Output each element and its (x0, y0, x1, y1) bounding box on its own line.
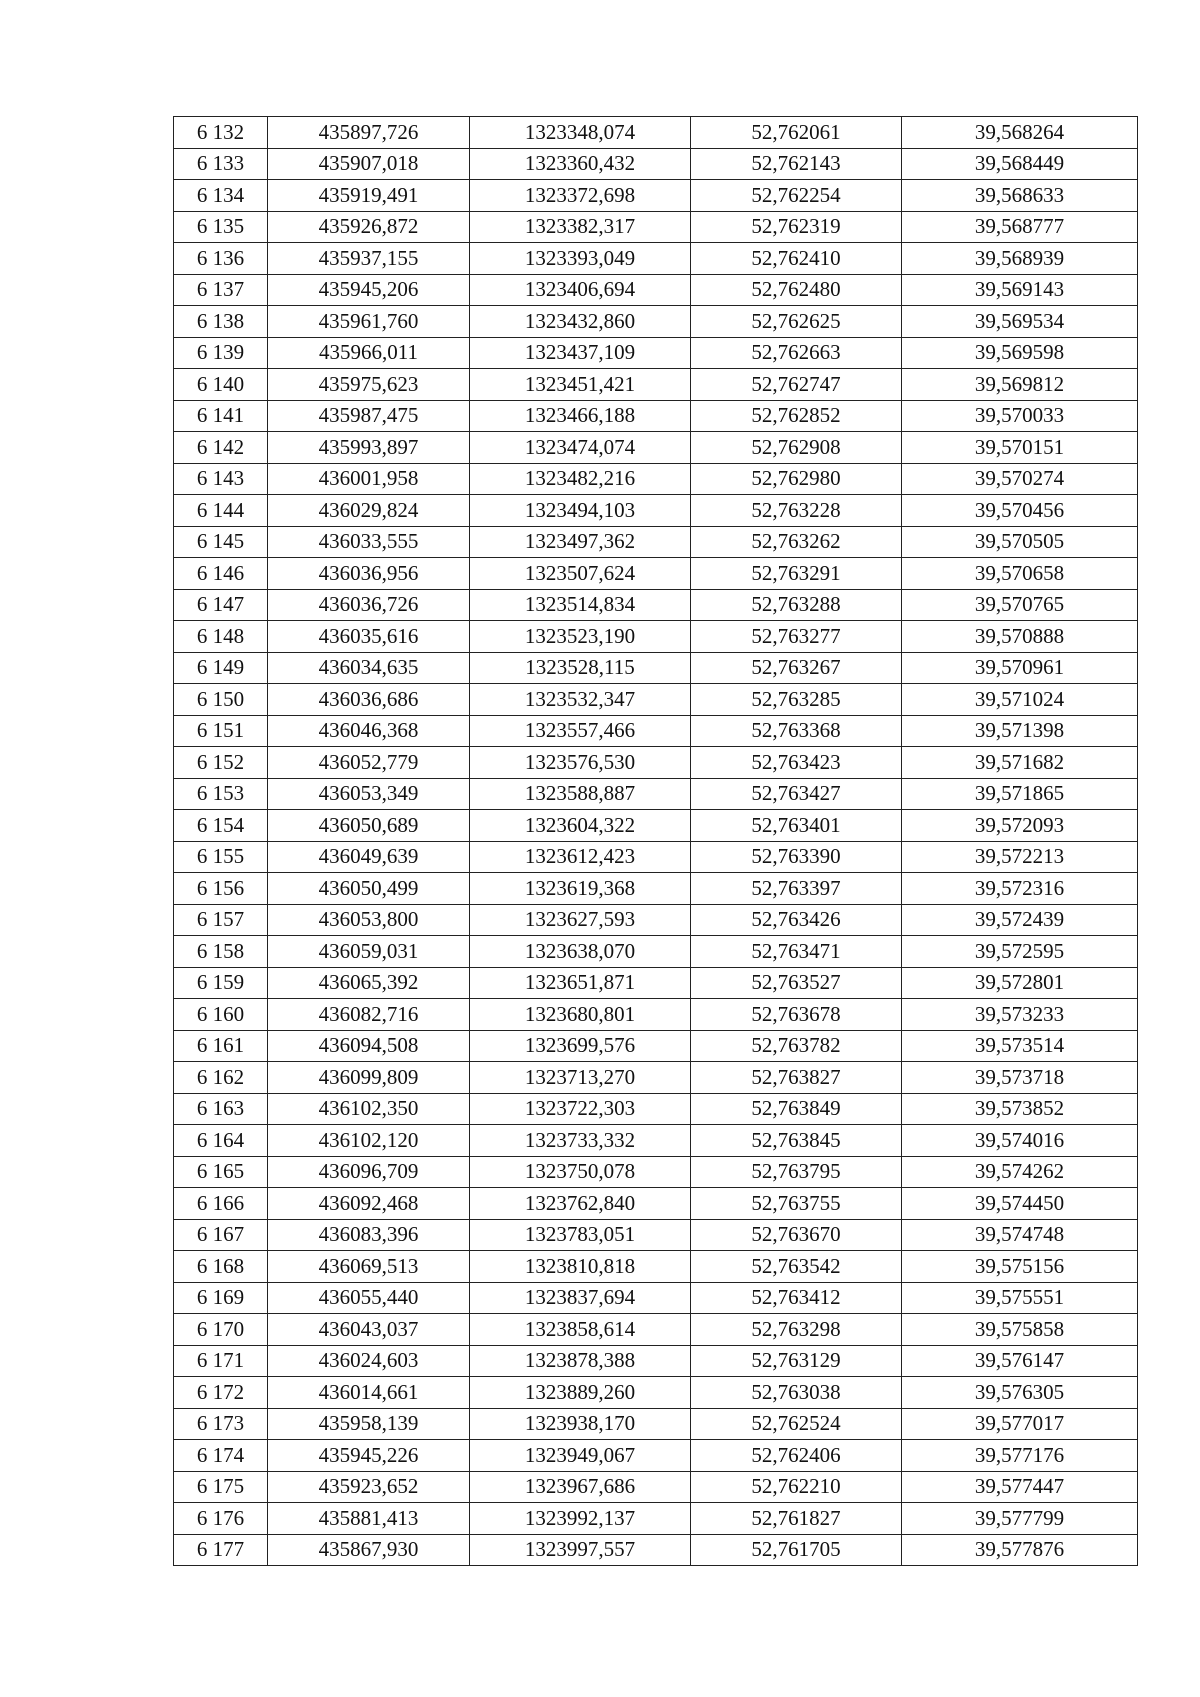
table-row (174, 1188, 1138, 1220)
x-coordinate-cell: 435923,652 (268, 1471, 470, 1503)
y-coordinate-cell: 1323557,466 (470, 715, 691, 747)
latitude-cell: 52,761705 (691, 1534, 902, 1566)
latitude-cell: 52,763277 (691, 621, 902, 653)
y-coordinate-cell: 1323432,860 (470, 306, 691, 338)
table-row (174, 1377, 1138, 1409)
point-number-cell: 6 168 (174, 1251, 268, 1283)
y-coordinate-cell: 1323967,686 (470, 1471, 691, 1503)
table-row (174, 873, 1138, 905)
table-row (174, 148, 1138, 180)
latitude-cell: 52,763397 (691, 873, 902, 905)
latitude-cell: 52,762747 (691, 369, 902, 401)
table-row (174, 1219, 1138, 1251)
point-number-cell: 6 163 (174, 1093, 268, 1125)
longitude-cell: 39,577176 (902, 1440, 1138, 1472)
y-coordinate-cell: 1323783,051 (470, 1219, 691, 1251)
y-coordinate-cell: 1323722,303 (470, 1093, 691, 1125)
longitude-cell: 39,569534 (902, 306, 1138, 338)
table-row (174, 1314, 1138, 1346)
longitude-cell: 39,569143 (902, 274, 1138, 306)
x-coordinate-cell: 436035,616 (268, 621, 470, 653)
point-number-cell: 6 143 (174, 463, 268, 495)
y-coordinate-cell: 1323858,614 (470, 1314, 691, 1346)
y-coordinate-cell: 1323348,074 (470, 117, 691, 149)
longitude-cell: 39,568449 (902, 148, 1138, 180)
table-row (174, 432, 1138, 464)
point-number-cell: 6 155 (174, 841, 268, 873)
y-coordinate-cell: 1323588,887 (470, 778, 691, 810)
x-coordinate-cell: 436065,392 (268, 967, 470, 999)
y-coordinate-cell: 1323514,834 (470, 589, 691, 621)
point-number-cell: 6 175 (174, 1471, 268, 1503)
x-coordinate-cell: 436099,809 (268, 1062, 470, 1094)
x-coordinate-cell: 436102,120 (268, 1125, 470, 1157)
latitude-cell: 52,763368 (691, 715, 902, 747)
y-coordinate-cell: 1323494,103 (470, 495, 691, 527)
point-number-cell: 6 166 (174, 1188, 268, 1220)
longitude-cell: 39,571865 (902, 778, 1138, 810)
longitude-cell: 39,574450 (902, 1188, 1138, 1220)
table-row (174, 1345, 1138, 1377)
table-row (174, 621, 1138, 653)
latitude-cell: 52,763412 (691, 1282, 902, 1314)
point-number-cell: 6 164 (174, 1125, 268, 1157)
longitude-cell: 39,568939 (902, 243, 1138, 275)
latitude-cell: 52,762061 (691, 117, 902, 149)
table-row (174, 369, 1138, 401)
longitude-cell: 39,572316 (902, 873, 1138, 905)
x-coordinate-cell: 436096,709 (268, 1156, 470, 1188)
x-coordinate-cell: 436036,956 (268, 558, 470, 590)
latitude-cell: 52,762210 (691, 1471, 902, 1503)
table-row (174, 1534, 1138, 1566)
y-coordinate-cell: 1323680,801 (470, 999, 691, 1031)
y-coordinate-cell: 1323878,388 (470, 1345, 691, 1377)
latitude-cell: 52,763298 (691, 1314, 902, 1346)
longitude-cell: 39,571398 (902, 715, 1138, 747)
point-number-cell: 6 134 (174, 180, 268, 212)
y-coordinate-cell: 1323992,137 (470, 1503, 691, 1535)
latitude-cell: 52,762852 (691, 400, 902, 432)
point-number-cell: 6 138 (174, 306, 268, 338)
x-coordinate-cell: 435975,623 (268, 369, 470, 401)
latitude-cell: 52,762254 (691, 180, 902, 212)
y-coordinate-cell: 1323627,593 (470, 904, 691, 936)
point-number-cell: 6 141 (174, 400, 268, 432)
longitude-cell: 39,575551 (902, 1282, 1138, 1314)
point-number-cell: 6 150 (174, 684, 268, 716)
point-number-cell: 6 171 (174, 1345, 268, 1377)
longitude-cell: 39,574016 (902, 1125, 1138, 1157)
table-row (174, 967, 1138, 999)
x-coordinate-cell: 436046,368 (268, 715, 470, 747)
x-coordinate-cell: 436052,779 (268, 747, 470, 779)
longitude-cell: 39,577447 (902, 1471, 1138, 1503)
latitude-cell: 52,762406 (691, 1440, 902, 1472)
latitude-cell: 52,763427 (691, 778, 902, 810)
longitude-cell: 39,577017 (902, 1408, 1138, 1440)
table-row (174, 243, 1138, 275)
table-row (174, 180, 1138, 212)
longitude-cell: 39,570505 (902, 526, 1138, 558)
x-coordinate-cell: 436092,468 (268, 1188, 470, 1220)
x-coordinate-cell: 436102,350 (268, 1093, 470, 1125)
latitude-cell: 52,763390 (691, 841, 902, 873)
latitude-cell: 52,763288 (691, 589, 902, 621)
point-number-cell: 6 142 (174, 432, 268, 464)
table-row (174, 810, 1138, 842)
table-row (174, 652, 1138, 684)
y-coordinate-cell: 1323523,190 (470, 621, 691, 653)
longitude-cell: 39,572213 (902, 841, 1138, 873)
longitude-cell: 39,570456 (902, 495, 1138, 527)
table-row (174, 211, 1138, 243)
x-coordinate-cell: 435937,155 (268, 243, 470, 275)
longitude-cell: 39,571024 (902, 684, 1138, 716)
point-number-cell: 6 169 (174, 1282, 268, 1314)
point-number-cell: 6 165 (174, 1156, 268, 1188)
latitude-cell: 52,763845 (691, 1125, 902, 1157)
table-row (174, 1408, 1138, 1440)
table-row (174, 526, 1138, 558)
table-row (174, 337, 1138, 369)
longitude-cell: 39,570658 (902, 558, 1138, 590)
latitude-cell: 52,763542 (691, 1251, 902, 1283)
x-coordinate-cell: 435958,139 (268, 1408, 470, 1440)
point-number-cell: 6 160 (174, 999, 268, 1031)
table-row (174, 306, 1138, 338)
y-coordinate-cell: 1323507,624 (470, 558, 691, 590)
table-row (174, 589, 1138, 621)
y-coordinate-cell: 1323406,694 (470, 274, 691, 306)
x-coordinate-cell: 436036,686 (268, 684, 470, 716)
latitude-cell: 52,762663 (691, 337, 902, 369)
y-coordinate-cell: 1323997,557 (470, 1534, 691, 1566)
table-row (174, 715, 1138, 747)
latitude-cell: 52,762480 (691, 274, 902, 306)
point-number-cell: 6 151 (174, 715, 268, 747)
point-number-cell: 6 177 (174, 1534, 268, 1566)
x-coordinate-cell: 435945,226 (268, 1440, 470, 1472)
x-coordinate-cell: 435919,491 (268, 180, 470, 212)
latitude-cell: 52,763267 (691, 652, 902, 684)
point-number-cell: 6 144 (174, 495, 268, 527)
point-number-cell: 6 153 (174, 778, 268, 810)
y-coordinate-cell: 1323466,188 (470, 400, 691, 432)
point-number-cell: 6 154 (174, 810, 268, 842)
table-row (174, 936, 1138, 968)
x-coordinate-cell: 436050,689 (268, 810, 470, 842)
y-coordinate-cell: 1323733,332 (470, 1125, 691, 1157)
coordinates-table-body (174, 117, 1138, 1566)
table-row (174, 1471, 1138, 1503)
latitude-cell: 52,763401 (691, 810, 902, 842)
latitude-cell: 52,763670 (691, 1219, 902, 1251)
y-coordinate-cell: 1323372,698 (470, 180, 691, 212)
y-coordinate-cell: 1323532,347 (470, 684, 691, 716)
y-coordinate-cell: 1323437,109 (470, 337, 691, 369)
latitude-cell: 52,763228 (691, 495, 902, 527)
y-coordinate-cell: 1323528,115 (470, 652, 691, 684)
y-coordinate-cell: 1323938,170 (470, 1408, 691, 1440)
latitude-cell: 52,762524 (691, 1408, 902, 1440)
x-coordinate-cell: 435987,475 (268, 400, 470, 432)
point-number-cell: 6 132 (174, 117, 268, 149)
longitude-cell: 39,572439 (902, 904, 1138, 936)
longitude-cell: 39,570765 (902, 589, 1138, 621)
table-row (174, 778, 1138, 810)
longitude-cell: 39,572801 (902, 967, 1138, 999)
x-coordinate-cell: 436014,661 (268, 1377, 470, 1409)
x-coordinate-cell: 435881,413 (268, 1503, 470, 1535)
table-row (174, 1440, 1138, 1472)
table-row (174, 400, 1138, 432)
y-coordinate-cell: 1323382,317 (470, 211, 691, 243)
latitude-cell: 52,762980 (691, 463, 902, 495)
latitude-cell: 52,762319 (691, 211, 902, 243)
coordinates-table (173, 116, 1138, 1566)
y-coordinate-cell: 1323619,368 (470, 873, 691, 905)
x-coordinate-cell: 436053,800 (268, 904, 470, 936)
latitude-cell: 52,763038 (691, 1377, 902, 1409)
point-number-cell: 6 167 (174, 1219, 268, 1251)
latitude-cell: 52,763795 (691, 1156, 902, 1188)
longitude-cell: 39,573718 (902, 1062, 1138, 1094)
table-row (174, 841, 1138, 873)
latitude-cell: 52,763262 (691, 526, 902, 558)
table-row (174, 684, 1138, 716)
longitude-cell: 39,568777 (902, 211, 1138, 243)
longitude-cell: 39,575858 (902, 1314, 1138, 1346)
point-number-cell: 6 148 (174, 621, 268, 653)
longitude-cell: 39,570888 (902, 621, 1138, 653)
table-row (174, 1030, 1138, 1062)
point-number-cell: 6 135 (174, 211, 268, 243)
x-coordinate-cell: 435961,760 (268, 306, 470, 338)
y-coordinate-cell: 1323713,270 (470, 1062, 691, 1094)
x-coordinate-cell: 435926,872 (268, 211, 470, 243)
y-coordinate-cell: 1323497,362 (470, 526, 691, 558)
point-number-cell: 6 146 (174, 558, 268, 590)
longitude-cell: 39,568264 (902, 117, 1138, 149)
point-number-cell: 6 172 (174, 1377, 268, 1409)
longitude-cell: 39,573852 (902, 1093, 1138, 1125)
y-coordinate-cell: 1323482,216 (470, 463, 691, 495)
y-coordinate-cell: 1323651,871 (470, 967, 691, 999)
latitude-cell: 52,763678 (691, 999, 902, 1031)
x-coordinate-cell: 436024,603 (268, 1345, 470, 1377)
longitude-cell: 39,569598 (902, 337, 1138, 369)
x-coordinate-cell: 436043,037 (268, 1314, 470, 1346)
longitude-cell: 39,576305 (902, 1377, 1138, 1409)
longitude-cell: 39,570274 (902, 463, 1138, 495)
x-coordinate-cell: 436036,726 (268, 589, 470, 621)
latitude-cell: 52,763849 (691, 1093, 902, 1125)
x-coordinate-cell: 436050,499 (268, 873, 470, 905)
table-row (174, 1251, 1138, 1283)
point-number-cell: 6 170 (174, 1314, 268, 1346)
point-number-cell: 6 145 (174, 526, 268, 558)
x-coordinate-cell: 436001,958 (268, 463, 470, 495)
latitude-cell: 52,762143 (691, 148, 902, 180)
longitude-cell: 39,570033 (902, 400, 1138, 432)
y-coordinate-cell: 1323837,694 (470, 1282, 691, 1314)
x-coordinate-cell: 435993,897 (268, 432, 470, 464)
longitude-cell: 39,568633 (902, 180, 1138, 212)
point-number-cell: 6 133 (174, 148, 268, 180)
longitude-cell: 39,569812 (902, 369, 1138, 401)
table-row (174, 117, 1138, 149)
y-coordinate-cell: 1323949,067 (470, 1440, 691, 1472)
table-row (174, 274, 1138, 306)
longitude-cell: 39,572093 (902, 810, 1138, 842)
latitude-cell: 52,763782 (691, 1030, 902, 1062)
longitude-cell: 39,575156 (902, 1251, 1138, 1283)
x-coordinate-cell: 435966,011 (268, 337, 470, 369)
x-coordinate-cell: 436049,639 (268, 841, 470, 873)
latitude-cell: 52,761827 (691, 1503, 902, 1535)
x-coordinate-cell: 436055,440 (268, 1282, 470, 1314)
y-coordinate-cell: 1323699,576 (470, 1030, 691, 1062)
longitude-cell: 39,574748 (902, 1219, 1138, 1251)
y-coordinate-cell: 1323576,530 (470, 747, 691, 779)
point-number-cell: 6 162 (174, 1062, 268, 1094)
point-number-cell: 6 136 (174, 243, 268, 275)
y-coordinate-cell: 1323810,818 (470, 1251, 691, 1283)
y-coordinate-cell: 1323889,260 (470, 1377, 691, 1409)
latitude-cell: 52,763426 (691, 904, 902, 936)
table-row (174, 999, 1138, 1031)
latitude-cell: 52,763285 (691, 684, 902, 716)
x-coordinate-cell: 436069,513 (268, 1251, 470, 1283)
y-coordinate-cell: 1323474,074 (470, 432, 691, 464)
x-coordinate-cell: 435945,206 (268, 274, 470, 306)
table-row (174, 558, 1138, 590)
table-row (174, 1093, 1138, 1125)
x-coordinate-cell: 436094,508 (268, 1030, 470, 1062)
x-coordinate-cell: 435897,726 (268, 117, 470, 149)
x-coordinate-cell: 436083,396 (268, 1219, 470, 1251)
point-number-cell: 6 176 (174, 1503, 268, 1535)
longitude-cell: 39,577876 (902, 1534, 1138, 1566)
point-number-cell: 6 159 (174, 967, 268, 999)
longitude-cell: 39,577799 (902, 1503, 1138, 1535)
y-coordinate-cell: 1323360,432 (470, 148, 691, 180)
point-number-cell: 6 156 (174, 873, 268, 905)
point-number-cell: 6 137 (174, 274, 268, 306)
point-number-cell: 6 174 (174, 1440, 268, 1472)
x-coordinate-cell: 435907,018 (268, 148, 470, 180)
table-row (174, 1062, 1138, 1094)
x-coordinate-cell: 436059,031 (268, 936, 470, 968)
point-number-cell: 6 157 (174, 904, 268, 936)
longitude-cell: 39,572595 (902, 936, 1138, 968)
x-coordinate-cell: 436029,824 (268, 495, 470, 527)
latitude-cell: 52,763129 (691, 1345, 902, 1377)
y-coordinate-cell: 1323762,840 (470, 1188, 691, 1220)
longitude-cell: 39,574262 (902, 1156, 1138, 1188)
table-row (174, 747, 1138, 779)
table-row (174, 904, 1138, 936)
x-coordinate-cell: 435867,930 (268, 1534, 470, 1566)
point-number-cell: 6 152 (174, 747, 268, 779)
point-number-cell: 6 147 (174, 589, 268, 621)
table-row (174, 1125, 1138, 1157)
table-row (174, 1282, 1138, 1314)
longitude-cell: 39,570961 (902, 652, 1138, 684)
table-row (174, 1503, 1138, 1535)
point-number-cell: 6 149 (174, 652, 268, 684)
latitude-cell: 52,762908 (691, 432, 902, 464)
y-coordinate-cell: 1323451,421 (470, 369, 691, 401)
x-coordinate-cell: 436082,716 (268, 999, 470, 1031)
y-coordinate-cell: 1323612,423 (470, 841, 691, 873)
table-row (174, 463, 1138, 495)
latitude-cell: 52,763755 (691, 1188, 902, 1220)
point-number-cell: 6 140 (174, 369, 268, 401)
latitude-cell: 52,762625 (691, 306, 902, 338)
table-row (174, 495, 1138, 527)
table-row (174, 1156, 1138, 1188)
y-coordinate-cell: 1323604,322 (470, 810, 691, 842)
latitude-cell: 52,763527 (691, 967, 902, 999)
x-coordinate-cell: 436034,635 (268, 652, 470, 684)
longitude-cell: 39,570151 (902, 432, 1138, 464)
longitude-cell: 39,571682 (902, 747, 1138, 779)
latitude-cell: 52,763827 (691, 1062, 902, 1094)
x-coordinate-cell: 436053,349 (268, 778, 470, 810)
longitude-cell: 39,576147 (902, 1345, 1138, 1377)
y-coordinate-cell: 1323393,049 (470, 243, 691, 275)
latitude-cell: 52,762410 (691, 243, 902, 275)
point-number-cell: 6 173 (174, 1408, 268, 1440)
longitude-cell: 39,573233 (902, 999, 1138, 1031)
point-number-cell: 6 161 (174, 1030, 268, 1062)
latitude-cell: 52,763423 (691, 747, 902, 779)
longitude-cell: 39,573514 (902, 1030, 1138, 1062)
point-number-cell: 6 158 (174, 936, 268, 968)
point-number-cell: 6 139 (174, 337, 268, 369)
y-coordinate-cell: 1323638,070 (470, 936, 691, 968)
latitude-cell: 52,763291 (691, 558, 902, 590)
y-coordinate-cell: 1323750,078 (470, 1156, 691, 1188)
latitude-cell: 52,763471 (691, 936, 902, 968)
x-coordinate-cell: 436033,555 (268, 526, 470, 558)
